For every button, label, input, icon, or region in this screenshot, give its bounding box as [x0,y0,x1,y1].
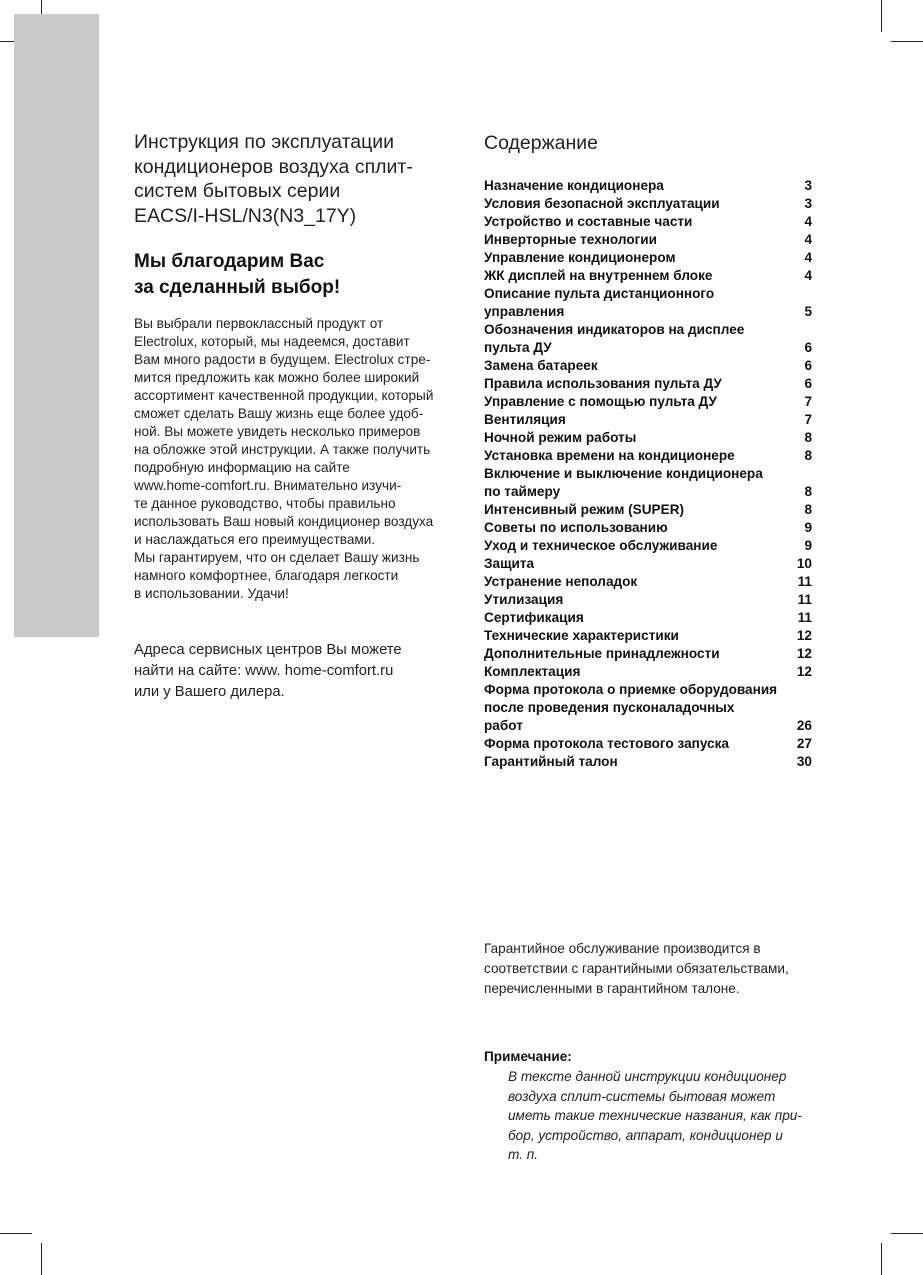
toc-item[interactable] [484,195,812,213]
toc-item-page: 8 [804,502,812,517]
note-line: В тексте данной инструкции кондиционер [508,1069,787,1084]
toc-item[interactable] [484,537,812,555]
toc-item-page: 8 [804,430,812,445]
toc-item-page: 12 [796,646,812,661]
toc-item-label: Включение и выключение кондиционера по таймеру [484,466,763,499]
toc-item-label: Советы по использованию [484,520,668,535]
warranty-line: Гарантийное обслуживание производится в [484,941,761,956]
toc-item[interactable] [484,267,812,285]
manual-title [134,130,454,228]
toc-item-page: 4 [804,232,812,247]
toc-item-label: Условия безопасной эксплуатации [484,196,720,211]
toc-item[interactable] [484,627,812,645]
toc-item[interactable] [484,249,812,267]
toc-item-page: 11 [797,610,812,625]
crop-mark-top-right-h [891,41,923,42]
toc-item-page: 8 [804,448,812,463]
crop-mark-bottom-left-h [0,1233,32,1234]
note-line: иметь такие технические названия, как при- [508,1108,802,1123]
toc-item[interactable] [484,555,812,573]
toc-item-label: Управление кондиционером [484,250,676,265]
toc-item-label: Защита [484,556,535,571]
manual-title-line: кондиционеров воздуха сплит- [134,155,413,178]
intro-line: сможет сделать Вашу жизнь еще более удоб- [134,406,424,421]
manual-title-line: систем бытовых серии [134,180,341,202]
crop-mark-bottom-right-h [891,1233,923,1234]
intro-line: ной. Вы можете увидеть несколько примеров [134,424,421,439]
toc-item-label: Комплектация [484,664,581,679]
intro-line: те данное руководство, чтобы правильно [134,496,396,511]
warranty-line: соответствии с гарантийными обязательствами, [484,961,789,976]
toc-item-label: Устранение неполадок [484,574,638,589]
toc-item[interactable] [484,375,812,393]
toc-item-label: Дополнительные принадлежности [484,646,720,661]
toc-item[interactable] [484,519,812,537]
thanks-heading-line: за сделанный выбор! [134,277,341,298]
toc-item-label: Форма протокола о приемке оборудования после проведения пусконаладочных работ [484,682,778,733]
toc-item-page: 26 [796,718,812,733]
note-title: Примечание: [484,1049,572,1064]
toc-item-label: Замена батареек [484,358,598,373]
toc-item[interactable] [484,573,812,591]
toc-item[interactable] [484,501,812,519]
toc-item-label: Устройство и составные части [484,214,693,229]
thanks-heading [134,249,454,301]
intro-line: Electrolux, который, мы надеемся, доставит [134,334,410,349]
thanks-heading-line: Мы благодарим Вас [134,251,325,272]
intro-line: подробную информацию на сайте [134,460,350,475]
toc-item[interactable] [484,177,812,195]
toc-item-label: Правила использования пульта ДУ [484,376,722,391]
crop-mark-bottom-right-v [881,1243,882,1275]
toc-item-page: 8 [804,484,812,499]
toc-item-page: 6 [804,376,812,391]
service-line: найти на сайте: www. home-comfort.ru [134,663,394,679]
intro-line: www.home-comfort.ru. Внимательно изучи- [134,478,402,493]
toc-item-page: 11 [797,592,812,607]
toc-item-page: 7 [804,412,812,427]
toc-item[interactable] [484,735,812,753]
toc-item-page: 9 [804,520,812,535]
toc-item-page: 30 [796,754,812,769]
toc-item-page: 6 [804,340,812,355]
toc-item[interactable] [484,357,812,375]
toc-item-label: Установка времени на кондиционере [484,448,735,463]
note-line: т. п. [508,1147,538,1162]
intro-line: Вы выбрали первоклассный продукт от [134,316,384,331]
toc-item[interactable] [484,681,812,735]
crop-mark-bottom-left-v [41,1243,42,1275]
toc-item-page: 12 [796,628,812,643]
toc-item[interactable] [484,645,812,663]
toc-item-page: 4 [804,250,812,265]
toc-item-label: Гарантийный талон [484,754,618,769]
toc-item-page: 4 [804,268,812,283]
warranty-line: перечисленными в гарантийном талоне. [484,981,740,996]
toc-item[interactable] [484,285,812,321]
toc-item-page: 3 [804,196,812,211]
toc-item[interactable] [484,429,812,447]
intro-line: намного комфортнее, благодаря легкости [134,568,399,583]
toc-item-label: Обозначения индикаторов на дисплее пульта ДУ [484,322,745,355]
toc-item[interactable] [484,231,812,249]
toc-item[interactable] [484,663,812,681]
toc-item[interactable] [484,411,812,429]
toc-item-page: 7 [804,394,812,409]
intro-line: в использовании. Удачи! [134,586,289,601]
side-gray-band [14,14,99,637]
note-line: бор, устройство, аппарат, кондиционер и [508,1127,783,1143]
toc-item-page: 10 [796,556,812,571]
intro-line: на обложке этой инструкции. А также получить [134,442,431,457]
crop-mark-top-right-v [881,0,882,32]
intro-paragraph [134,315,464,603]
toc-item-label: Управление с помощью пульта ДУ [484,394,717,409]
toc-item-page: 6 [804,358,812,373]
toc-item[interactable] [484,591,812,609]
toc-item-label: ЖК дисплей на внутреннем блоке [484,268,713,283]
toc-item-page: 3 [804,178,812,193]
toc-item[interactable] [484,609,812,627]
toc-item-label: Интенсивный режим (SUPER) [484,502,685,517]
toc-item-label: Утилизация [484,592,564,607]
toc-item-label: Ночной режим работы [484,430,637,445]
toc-item-label: Описание пульта дистанционного управления [484,286,715,319]
manual-title-line: EACS/I-HSL/N3(N3_17Y) [134,204,357,227]
note-body [508,1067,818,1165]
note-line: воздуха сплит-системы бытовая может [508,1088,776,1104]
toc-item-page: 5 [804,304,812,319]
toc-item-label: Форма протокола тестового запуска [484,736,729,751]
toc-item-label: Инверторные технологии [484,232,657,247]
service-line: Адреса сервисных центров Вы можете [134,642,402,658]
toc-item-page: 27 [796,736,812,751]
toc-item-page: 4 [804,214,812,229]
toc-item[interactable] [484,321,812,357]
toc-item-label: Технические характеристики [484,628,679,643]
intro-line: мится предложить как можно более широкий [134,370,420,385]
service-line: или у Вашего дилера. [134,684,285,700]
intro-line: Мы гарантируем, что он сделает Вашу жизнь [134,550,420,565]
toc-item-page: 12 [796,664,812,679]
toc-title: Содержание [484,132,598,154]
intro-line: использовать Ваш новый кондиционер воздуха [134,514,434,529]
toc-item[interactable] [484,753,812,771]
intro-line: и наслаждаться его преимуществами. [134,532,376,547]
toc-item-page: 11 [797,574,812,589]
toc-item[interactable] [484,213,812,231]
service-centers-paragraph [134,640,464,703]
intro-line: Вам много радости в будущем. Electrolux стре- [134,352,431,367]
manual-title-line: Инструкция по эксплуатации [134,131,395,153]
intro-line: ассортимент качественной продукции, который [134,388,434,403]
warranty-paragraph [484,939,824,999]
toc-item[interactable] [484,465,812,501]
toc-list [484,177,812,771]
toc-item-label: Уход и техническое обслуживание [484,538,718,553]
toc-item-page: 9 [804,538,812,553]
toc-item[interactable] [484,447,812,465]
toc-item[interactable] [484,393,812,411]
toc-item-label: Назначение кондиционера [484,178,664,193]
toc-item-label: Вентиляция [484,412,566,427]
toc-item-label: Сертификация [484,610,584,625]
